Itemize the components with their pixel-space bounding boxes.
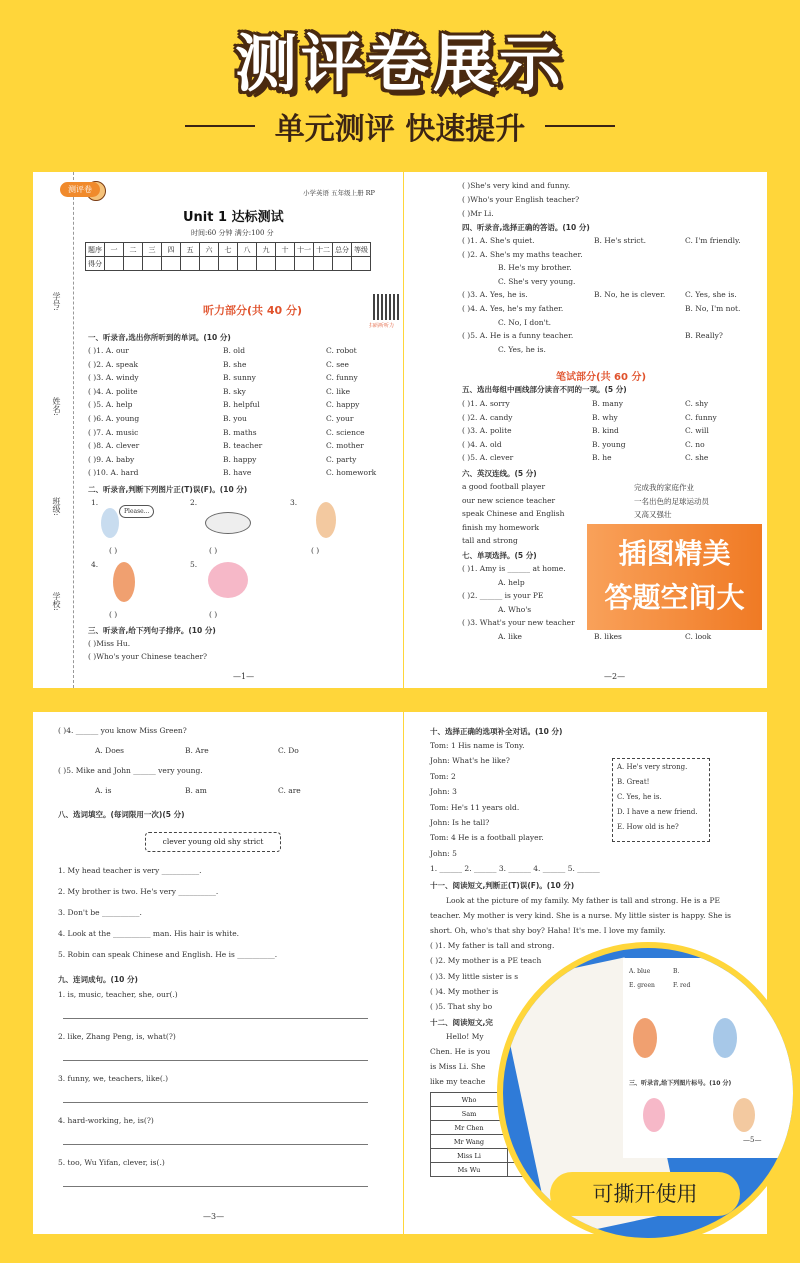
tf-item: ( )1. My father is tall and strong. — [430, 941, 555, 950]
s5-option: B. he — [592, 453, 612, 463]
dialog-line: Tom: 1 His name is Tony. — [430, 741, 525, 750]
section-9-heading: 九、连词成句。(10 分) — [58, 975, 138, 984]
score-header-cell: 六 — [200, 243, 219, 257]
s1-option: C. science — [326, 427, 365, 437]
s5-option: C. will — [685, 426, 709, 436]
s5-option: B. why — [592, 412, 618, 422]
page1-title: Unit 1 达标测试 — [183, 210, 284, 225]
s4-option: B. He's my brother. — [498, 263, 572, 273]
girl-illustration — [316, 502, 336, 538]
score-cell[interactable] — [333, 257, 352, 271]
qr-code — [373, 294, 399, 320]
score-header-cell: 四 — [162, 243, 181, 257]
dialog-option: E. How old is he? — [617, 823, 679, 831]
circle-illustration-2 — [713, 1018, 737, 1058]
s1-option: C. homework — [326, 468, 377, 478]
page1-time: 时间:60 分钟 满分:100 分 — [191, 229, 274, 237]
s1-option: ( )2. A. speak — [88, 359, 139, 369]
s5-option: ( )1. A. sorry — [462, 399, 510, 408]
s1-option: C. party — [326, 454, 357, 464]
answer-paren-2[interactable]: ( ) — [209, 546, 218, 555]
dialog-option: D. I have a new friend. — [617, 808, 698, 816]
choice-opt: A. is — [95, 786, 112, 795]
circle-illustration-1 — [633, 1018, 657, 1058]
subtitle-right-rule — [545, 125, 615, 127]
fill-blank-item: 4. Look at the __________ man. His hair is white. — [58, 929, 240, 938]
qr-label: 扫码听听力 — [369, 323, 395, 329]
score-header-cell: 八 — [238, 243, 257, 257]
s5-option: ( )5. A. clever — [462, 453, 514, 463]
table-name-cell: Miss Li — [431, 1149, 508, 1163]
table-name-cell: Who — [431, 1093, 508, 1107]
pic-num-5: 5. — [190, 560, 198, 569]
s4-option: ( )5. A. He is a funny teacher. — [462, 331, 574, 341]
circle-illustration-3 — [643, 1098, 665, 1132]
s1-option: ( )8. A. clever — [88, 441, 140, 451]
s4-option: B. No, he is clever. — [594, 290, 666, 300]
page-3 — [33, 712, 403, 1234]
s1-option: C. mother — [326, 441, 364, 451]
score-cell[interactable] — [219, 257, 238, 271]
section-5-heading: 五、选出每组中画线部分读音不同的一项。(5 分) — [462, 385, 627, 394]
passage-line: short. Oh, who's that shy boy? Haha! It's me. I love my family. — [430, 926, 666, 935]
match-left: a good football player — [462, 482, 546, 491]
s4-option: C. No, I don't. — [498, 317, 552, 327]
s1-option: ( )9. A. baby — [88, 454, 135, 464]
s1-option: ( )4. A. polite — [88, 386, 138, 396]
s5-option: B. kind — [592, 426, 619, 436]
score-cell[interactable] — [124, 257, 143, 271]
score-cell[interactable] — [238, 257, 257, 271]
s7-option: A. Who's — [498, 604, 532, 614]
choice-q: ( )5. Mike and John ______ very young. — [58, 766, 203, 775]
table-name-cell: Ms Wu — [431, 1163, 508, 1177]
s3-item-2: ( )Who's your Chinese teacher? — [88, 652, 208, 661]
score-header-cell: 一 — [105, 243, 124, 257]
dialog-line: Tom: 4 He is a football player. — [430, 833, 544, 843]
reading-line: like my teache — [430, 1077, 486, 1086]
dialog-line: John: 5 — [430, 848, 457, 858]
dialog-line: John: Is he tall? — [430, 818, 490, 827]
s5-option: C. funny — [685, 412, 717, 422]
table-name-cell: Sam — [431, 1107, 508, 1121]
section-10-heading: 十、选择正确的选项补全对话。(10 分) — [430, 727, 563, 736]
sort-item: ( )Who's your English teacher? — [462, 195, 580, 204]
man-illustration — [113, 562, 135, 602]
page-1 — [33, 172, 403, 688]
section-4-heading: 四、听录音,选择正确的答语。(10 分) — [462, 223, 590, 232]
dialog-line: John: 3 — [430, 787, 457, 797]
pic-num-4: 4. — [91, 560, 99, 569]
s5-option: C. no — [685, 439, 705, 449]
s1-option: C. funny — [326, 373, 358, 383]
test-badge: 测评卷 — [60, 182, 100, 197]
section-8-heading: 八、选词填空。(每词限用一次)(5 分) — [58, 810, 185, 819]
elephant-illustration — [205, 512, 251, 534]
answer-line[interactable] — [63, 1018, 368, 1019]
answer-line[interactable] — [63, 1102, 368, 1103]
section-7-heading: 七、单项选择。(5 分) — [462, 551, 537, 560]
reading-line: Hello! My — [446, 1032, 484, 1041]
sentence-item: 5. too, Wu Yifan, clever, is(.) — [58, 1158, 165, 1167]
score-cell[interactable] — [352, 257, 371, 271]
dialog-option: B. Great! — [617, 778, 650, 786]
score-cell[interactable] — [295, 257, 314, 271]
answer-paren-3[interactable]: ( ) — [311, 546, 320, 555]
section-6-heading: 六、英汉连线。(5 分) — [462, 469, 537, 478]
choice-opt: B. Are — [185, 746, 209, 755]
torn-page-right: A. blue B. E. green F. red 三、听录音,给下列图片标号。(10 分) —5— — [623, 958, 793, 1158]
choice-q: ( )4. ______ you know Miss Green? — [58, 726, 187, 735]
sort-item: ( )She's very kind and funny. — [462, 181, 571, 190]
sentence-item: 4. hard-working, he, is(?) — [58, 1116, 154, 1125]
s1-option: C. like — [326, 386, 351, 396]
s7-option: ( )3. What's your new teacher — [462, 618, 575, 628]
score-header-cell: 总分 — [333, 243, 352, 257]
dialog-line: Tom: He's 11 years old. — [430, 802, 520, 812]
s5-option: B. young — [592, 439, 626, 449]
fill-blank-item: 5. Robin can speak Chinese and English. He is __________. — [58, 950, 278, 959]
s7-option: A. like — [498, 632, 522, 641]
s1-option: B. she — [223, 359, 247, 369]
boy-illustration — [101, 508, 119, 538]
score-header-cell: 等级 — [352, 243, 371, 257]
score-header-cell: 三 — [143, 243, 162, 257]
page-number: —3— — [203, 1212, 225, 1221]
s1-option: ( )7. A. music — [88, 427, 139, 437]
girls-illustration — [208, 562, 248, 598]
s1-option: B. have — [223, 468, 252, 478]
match-left: finish my homework — [462, 522, 539, 532]
s5-option: ( )3. A. polite — [462, 426, 512, 436]
s5-option: ( )4. A. old — [462, 439, 502, 449]
score-cell: 得分 — [86, 257, 105, 271]
pic-num-3: 3. — [290, 498, 298, 507]
fill-blank-item: 1. My head teacher is very __________. — [58, 866, 202, 875]
fill-blank-item: 3. Don't be __________. — [58, 908, 142, 917]
banner-subtitle: 单元测评 快速提升 — [274, 112, 526, 147]
s4-option: B. Really? — [685, 331, 723, 341]
fill-blank-item: 2. My brother is two. He's very __________. — [58, 887, 219, 896]
binding-line — [73, 172, 74, 688]
s7-option: ( )1. Amy is ______ at home. — [462, 564, 566, 573]
s1-option: ( )1. A. our — [88, 346, 129, 355]
dialog-line: John: What's he like? — [430, 756, 510, 766]
s1-option: B. sunny — [223, 373, 256, 383]
s1-option: B. old — [223, 346, 245, 355]
side-label-school: 学校: — [52, 592, 61, 611]
promo-line-2: 答题空间大 — [604, 581, 745, 614]
score-cell[interactable] — [276, 257, 295, 271]
score-header-cell: 七 — [219, 243, 238, 257]
section-12-heading: 十二、阅读短文,完 — [430, 1018, 493, 1027]
s5-option: ( )2. A. candy — [462, 412, 513, 422]
match-left: tall and strong — [462, 536, 518, 546]
speech-bubble: Please... — [119, 505, 154, 518]
s1-option: B. sky — [223, 386, 246, 396]
score-cell[interactable] — [200, 257, 219, 271]
score-cell[interactable] — [162, 257, 181, 271]
s4-option: C. I'm friendly. — [685, 236, 741, 245]
choice-opt: A. Does — [95, 746, 125, 755]
score-cell[interactable] — [143, 257, 162, 271]
score-header-cell: 五 — [181, 243, 200, 257]
s7-option: C. look — [685, 632, 712, 641]
s4-option: C. She's very young. — [498, 276, 576, 286]
answer-line[interactable] — [63, 1186, 368, 1187]
tf-item: ( )3. My little sister is s — [430, 971, 519, 981]
score-cell[interactable] — [105, 257, 124, 271]
s4-option: ( )2. A. She's my maths teacher. — [462, 249, 583, 259]
answer-blanks: 1. ______ 2. ______ 3. ______ 4. ______ 5. ______ — [430, 864, 600, 873]
score-header-cell: 二 — [124, 243, 143, 257]
s4-option: B. He's strict. — [594, 236, 646, 245]
reading-line: Chen. He is you — [430, 1047, 491, 1056]
s4-option: B. No, I'm not. — [685, 304, 741, 313]
answer-paren-1[interactable]: ( ) — [109, 546, 118, 555]
tf-item: ( )4. My mother is — [430, 986, 499, 996]
choice-opt: C. are — [278, 786, 301, 795]
s4-option: C. Yes, she is. — [685, 290, 737, 300]
options-box — [612, 758, 710, 842]
s4-option: C. Yes, he is. — [498, 344, 546, 354]
tear-off-label: 可撕开使用 — [550, 1172, 740, 1216]
s5-option: C. she — [685, 453, 709, 463]
side-label-id: 学号: — [52, 292, 61, 311]
s7-option: A. help — [498, 577, 525, 587]
table-name-cell: Mr Wang — [431, 1135, 508, 1149]
page-divider — [33, 688, 767, 712]
passage-line: teacher. My mother is very kind. She is a nurse. My little sister is happy. She is — [430, 911, 731, 920]
s1-option: ( )3. A. windy — [88, 373, 139, 383]
word-box: clever young old shy strict — [145, 832, 281, 852]
section-3-heading: 三、听录音,给下列句子排序。(10 分) — [88, 626, 216, 635]
score-header-cell: 九 — [257, 243, 276, 257]
s4-option: ( )1. A. She's quiet. — [462, 236, 535, 245]
s1-option: C. robot — [326, 346, 357, 355]
s1-option: C. see — [326, 359, 349, 369]
s4-option: ( )3. A. Yes, he is. — [462, 290, 528, 300]
passage-line: Look at the picture of my family. My father is tall and strong. He is a PE — [446, 896, 721, 905]
s3-item-1: ( )Miss Hu. — [88, 639, 131, 648]
match-right: 又高又强壮 — [634, 510, 672, 520]
sentence-item: 2. like, Zhang Peng, is, what(?) — [58, 1032, 176, 1041]
match-right: 完成我的家庭作业 — [634, 483, 694, 492]
s1-option: B. teacher — [223, 441, 263, 451]
section-2-heading: 二、听录音,判断下列图片正(T)误(F)。(10 分) — [88, 485, 248, 494]
written-heading: 笔试部分(共 60 分) — [556, 372, 647, 383]
s1-option: B. happy — [223, 454, 257, 464]
circle-illustration-4 — [733, 1098, 755, 1132]
tf-item: ( )2. My mother is a PE teach — [430, 956, 542, 966]
page-number: —1— — [233, 672, 255, 681]
score-cell[interactable] — [314, 257, 333, 271]
answer-paren-4[interactable]: ( ) — [109, 610, 118, 619]
s1-option: C. your — [326, 414, 354, 423]
banner-title: 测评卷展示 — [234, 27, 565, 100]
answer-line[interactable] — [63, 1144, 368, 1145]
promo-line-1: 插图精美 — [618, 537, 731, 570]
page-number: —2— — [604, 672, 626, 681]
pic-num-2: 2. — [190, 498, 198, 507]
answer-line[interactable] — [63, 1060, 368, 1061]
s1-option: B. maths — [223, 427, 257, 437]
answer-paren-5[interactable]: ( ) — [209, 610, 218, 619]
dialog-option: A. He's very strong. — [617, 763, 688, 771]
circle-section: 三、听录音,给下列图片标号。(10 分) — [629, 1080, 732, 1087]
s7-option: B. likes — [594, 632, 622, 641]
match-left: our new science teacher — [462, 495, 556, 505]
promo-box — [587, 524, 762, 630]
s4-option: ( )4. A. Yes, he's my father. — [462, 304, 564, 313]
s1-option: ( )10. A. hard — [88, 468, 139, 478]
section-11-heading: 十一、阅读短文,判断正(T)误(F)。(10 分) — [430, 881, 575, 890]
choice-opt: C. Do — [278, 746, 299, 755]
choice-opt: B. am — [185, 786, 207, 795]
tf-item: ( )5. That shy bo — [430, 1002, 493, 1012]
sort-item: ( )Mr Li. — [462, 209, 494, 218]
score-cell[interactable] — [257, 257, 276, 271]
sentence-item: 1. is, music, teacher, she, our(.) — [58, 990, 178, 999]
score-cell[interactable] — [181, 257, 200, 271]
reading-line: is Miss Li. She — [430, 1062, 486, 1071]
s1-option: B. you — [223, 414, 247, 423]
listening-heading: 听力部分(共 40 分) — [203, 304, 303, 317]
s1-option: C. happy — [326, 400, 360, 410]
match-right: 一名出色的足球运动员 — [634, 496, 709, 506]
sentence-item: 3. funny, we, teachers, like(.) — [58, 1074, 169, 1083]
s5-option: B. many — [592, 399, 623, 408]
s5-option: C. shy — [685, 399, 709, 408]
dialog-line: Tom: 2 — [430, 771, 456, 781]
s1-option: ( )6. A. young — [88, 414, 140, 423]
dialog-option: C. Yes, he is. — [617, 793, 662, 801]
s1-option: B. helpful — [223, 400, 260, 410]
score-header-cell: 题序 — [86, 243, 105, 257]
match-left: speak Chinese and English — [462, 509, 565, 519]
table-name-cell: Mr Chen — [431, 1121, 508, 1135]
section-1-heading: 一、听录音,选出你所听到的单词。(10 分) — [88, 333, 231, 342]
s1-option: ( )5. A. help — [88, 400, 133, 410]
side-label-class: 班级: — [52, 497, 61, 516]
score-table — [85, 242, 371, 271]
pic-num-1: 1. — [91, 498, 99, 507]
page1-header-right: 小学英语 五年级上册 RP — [303, 189, 375, 197]
circle-page-number: —5— — [743, 1136, 762, 1144]
side-label-name: 姓名: — [52, 397, 61, 416]
s7-option: ( )2. ______ is your PE — [462, 591, 544, 601]
score-header-cell: 十 — [276, 243, 295, 257]
score-header-cell: 十一 — [295, 243, 314, 257]
top-banner — [0, 0, 800, 175]
score-header-cell: 十二 — [314, 243, 333, 257]
